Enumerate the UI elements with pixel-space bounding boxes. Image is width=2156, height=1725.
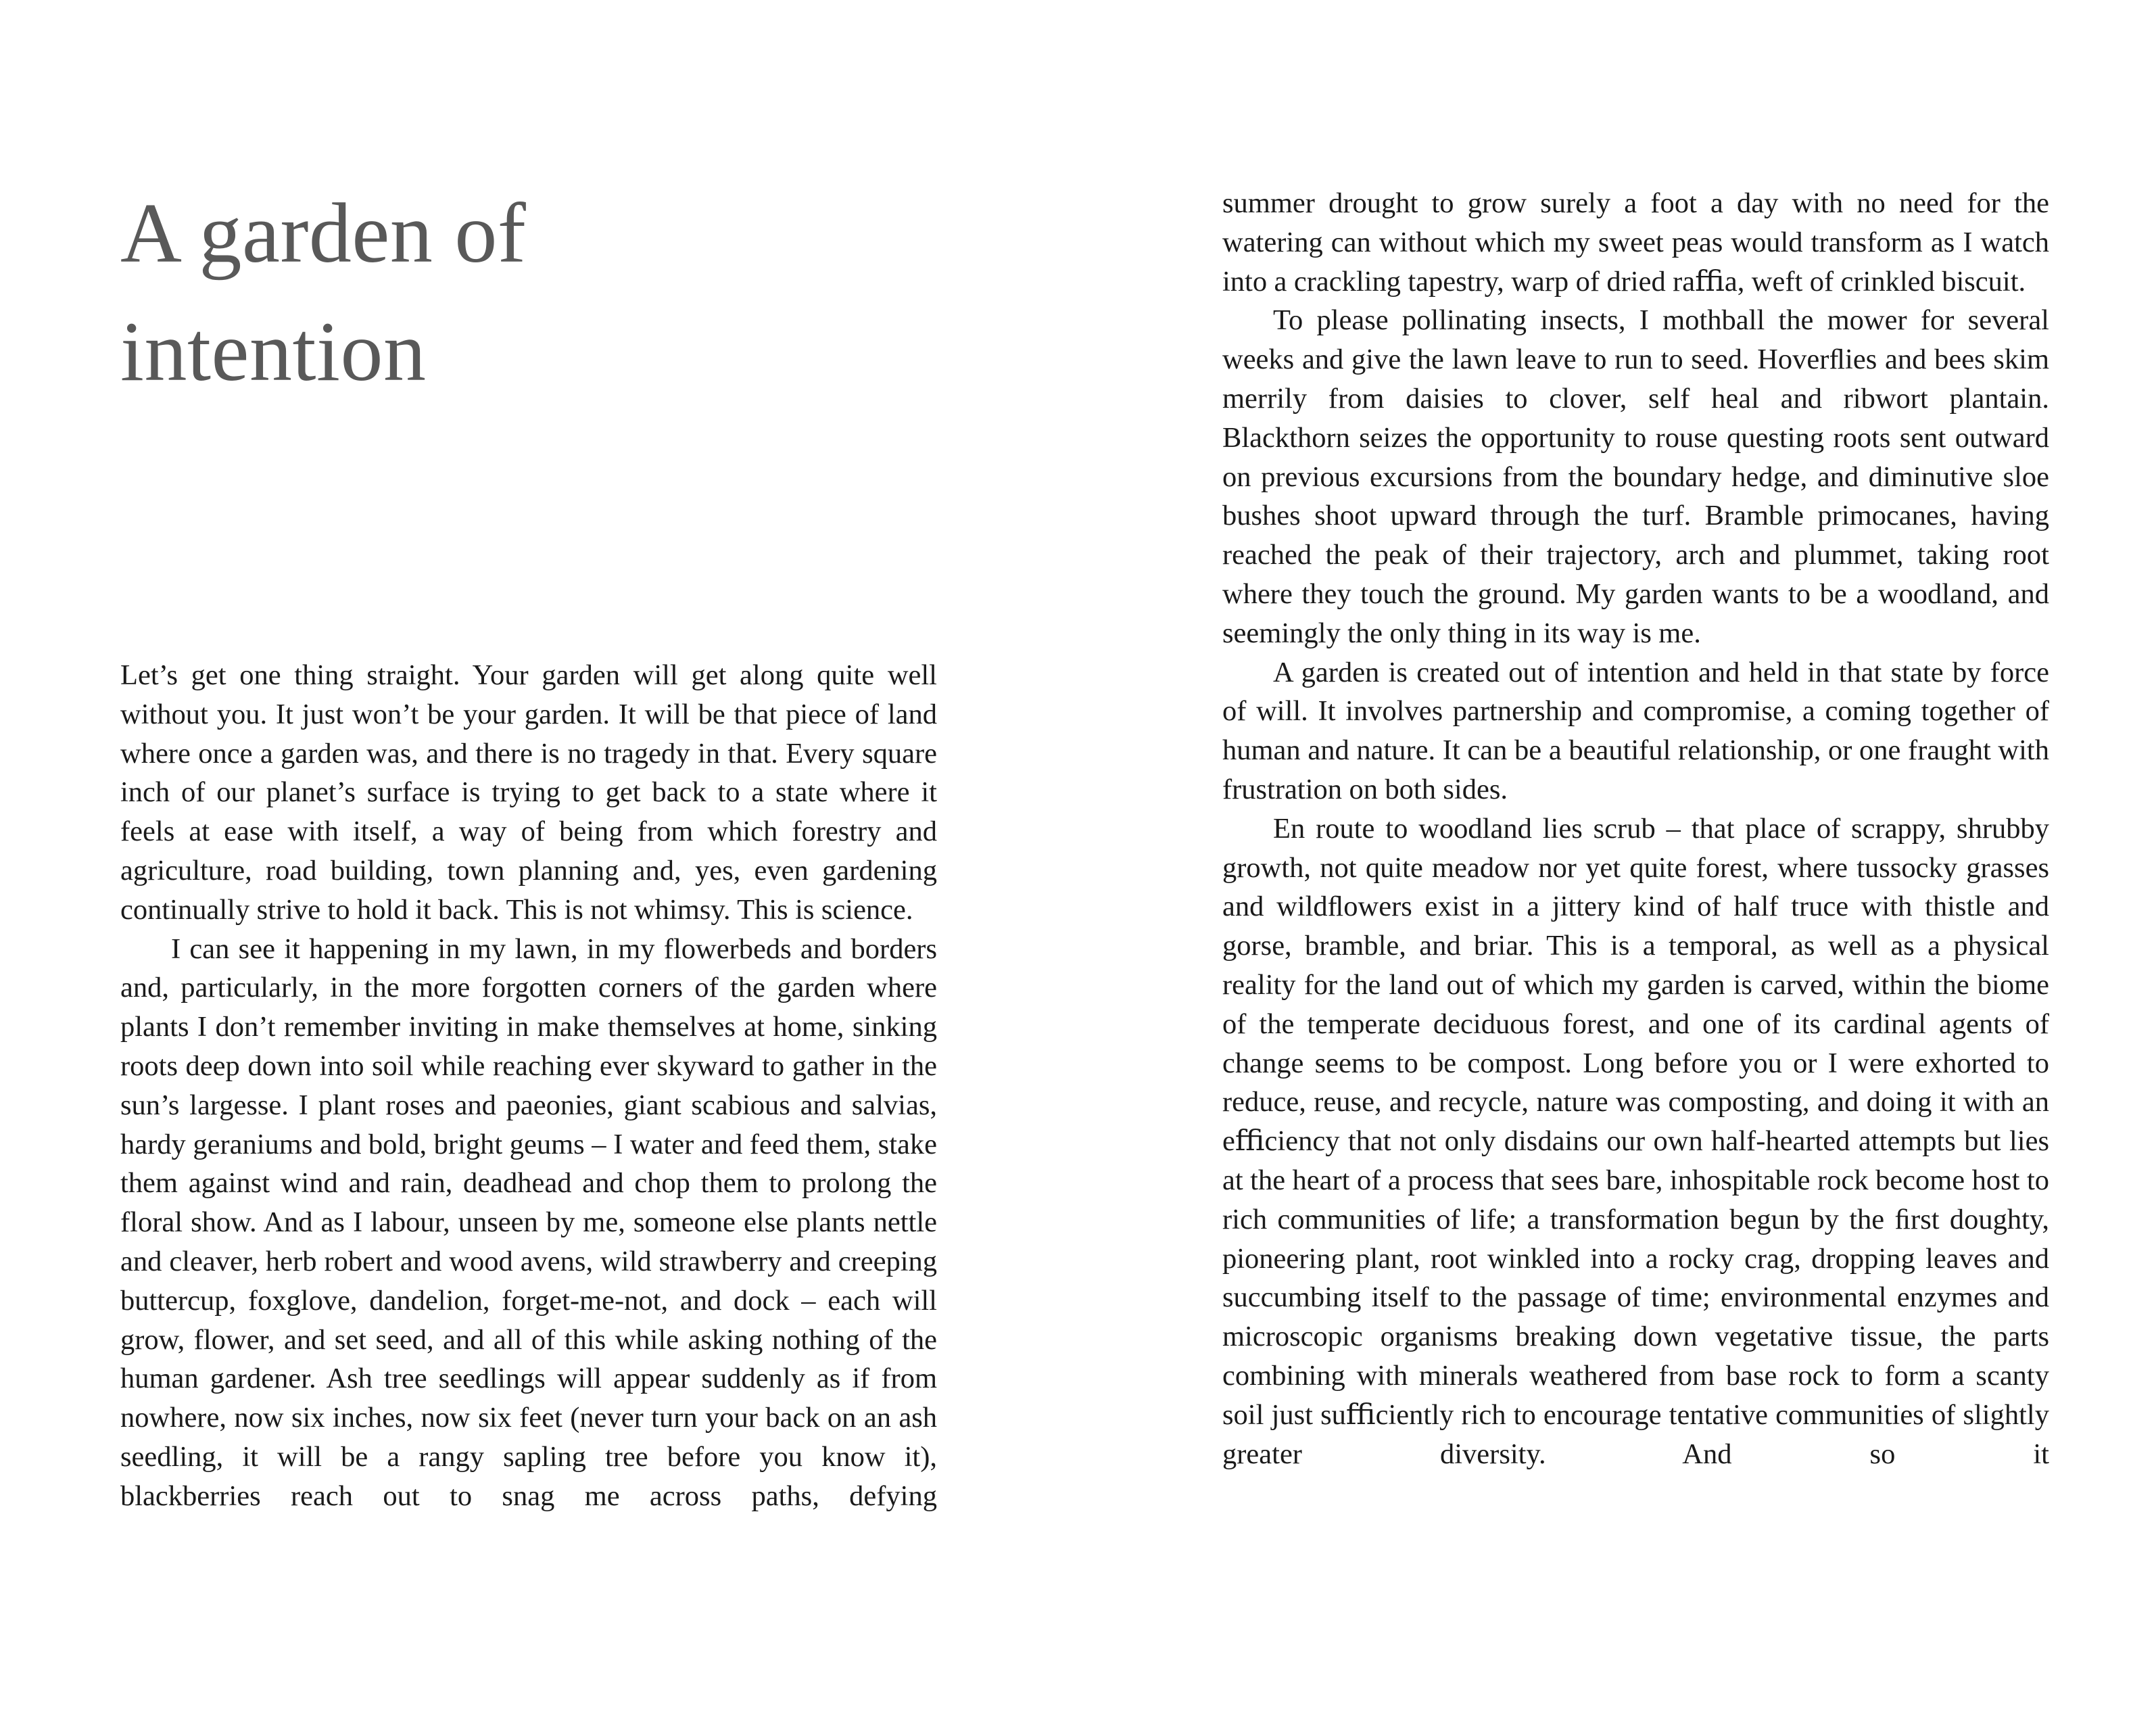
paragraph: A garden is created out of intention and held in that state by force of will. It involves partnership and compromise, a coming together of human and nature. It can be a beautiful relationship, or one fraught with frustration on both sides. [1222, 656, 2049, 805]
right-column-body [1222, 184, 2049, 1473]
left-column [120, 174, 937, 1516]
left-column-body [120, 656, 937, 1516]
chapter-title-line-1: A garden of [120, 187, 527, 281]
chapter-title-line-2: intention [120, 305, 427, 399]
paragraph: summer drought to grow surely a foot a day with no need for the watering can without which my sweet peas would transform as I watch into a crackling tapestry, warp of dried raﬃa, weft of crinkled biscuit. [1222, 187, 2049, 298]
paragraph: I can see it happening in my lawn, in my flowerbeds and borders and, particularly, in the more forgotten corners of the garden where plants I don’t remember inviting in make themselves at home, sinking roots deep down into soil while reaching ever skyward to gather in the sun’s largesse. I plant roses and paeonies, giant scabious and salvias, hardy geraniums and bold, bright geums – I water and feed them, stake them against wind and rain, deadhead and chop them to prolong the floral show. And as I labour, unseen by me, someone else plants nettle and cleaver, herb robert and wood avens, wild strawberry and creeping buttercup, foxglove, dandelion, forget-me-not, and dock – each will grow, flower, and set seed, and all of this while asking nothing of the human gardener. Ash tree seedlings will appear suddenly as if from nowhere, now six inches, now six feet (never turn your back on an ash seedling, it will be a rangy sapling tree before you know it), blackberries reach out to snag me across paths, defying [120, 932, 937, 1512]
paragraph: En route to woodland lies scrub – that place of scrappy, shrubby growth, not quite meadow nor yet quite forest, where tussocky grasses and wildﬂowers exist in a jittery kind of half truce with thistle and gorse, bramble, and briar. This is a temporal, as well as a physical reality for the land out of which my garden is carved, within the biome of the temperate deciduous forest, and one of its cardinal agents of change seems to be compost. Long before you or I were exhorted to reduce, reuse, and recycle, nature was composting, and doing it with an eﬃciency that not only disdains our own half-hearted attempts but lies at the heart of a process that sees bare, inhospitable rock become host to rich communities of life; a transformation begun by the ﬁrst doughty, pioneering plant, root winkled into a rocky crag, dropping leaves and succumbing itself to the passage of time; environmental enzymes and microscopic organisms breaking down vegetative tissue, the parts combining with minerals weathered from base rock to form a scanty soil just suﬃciently rich to encourage tentative communities of slightly greater diversity. And so it [1222, 812, 2049, 1470]
right-column [1222, 184, 2049, 1473]
paragraph: To please pollinating insects, I mothball the mower for several weeks and give the lawn leave to run to seed. Hoverﬂies and bees skim merrily from daisies to clover, self heal and ribwort plantain. Blackthorn seizes the opportunity to rouse questing roots sent outward on previous excursions from the boundary hedge, and diminutive sloe bushes shoot upward through the turf. Bramble primocanes, having reached the peak of their trajectory, arch and plummet, taking root where they touch the ground. My garden wants to be a woodland, and seemingly the only thing in its way is me. [1222, 304, 2049, 649]
title-body-spacer [120, 411, 937, 656]
paragraph: Let’s get one thing straight. Your garden will get along quite well without you. It just won’t be your garden. It will be that piece of land where once a garden was, and there is no tragedy in that. Every square inch of our planet’s surface is trying to get back to a state where it feels at ease with itself, a way of being from which forestry and agriculture, road building, town planning and, yes, even gardening continually strive to hold it back. This is not whimsy. This is science. [120, 659, 937, 926]
chapter-title [120, 174, 681, 411]
